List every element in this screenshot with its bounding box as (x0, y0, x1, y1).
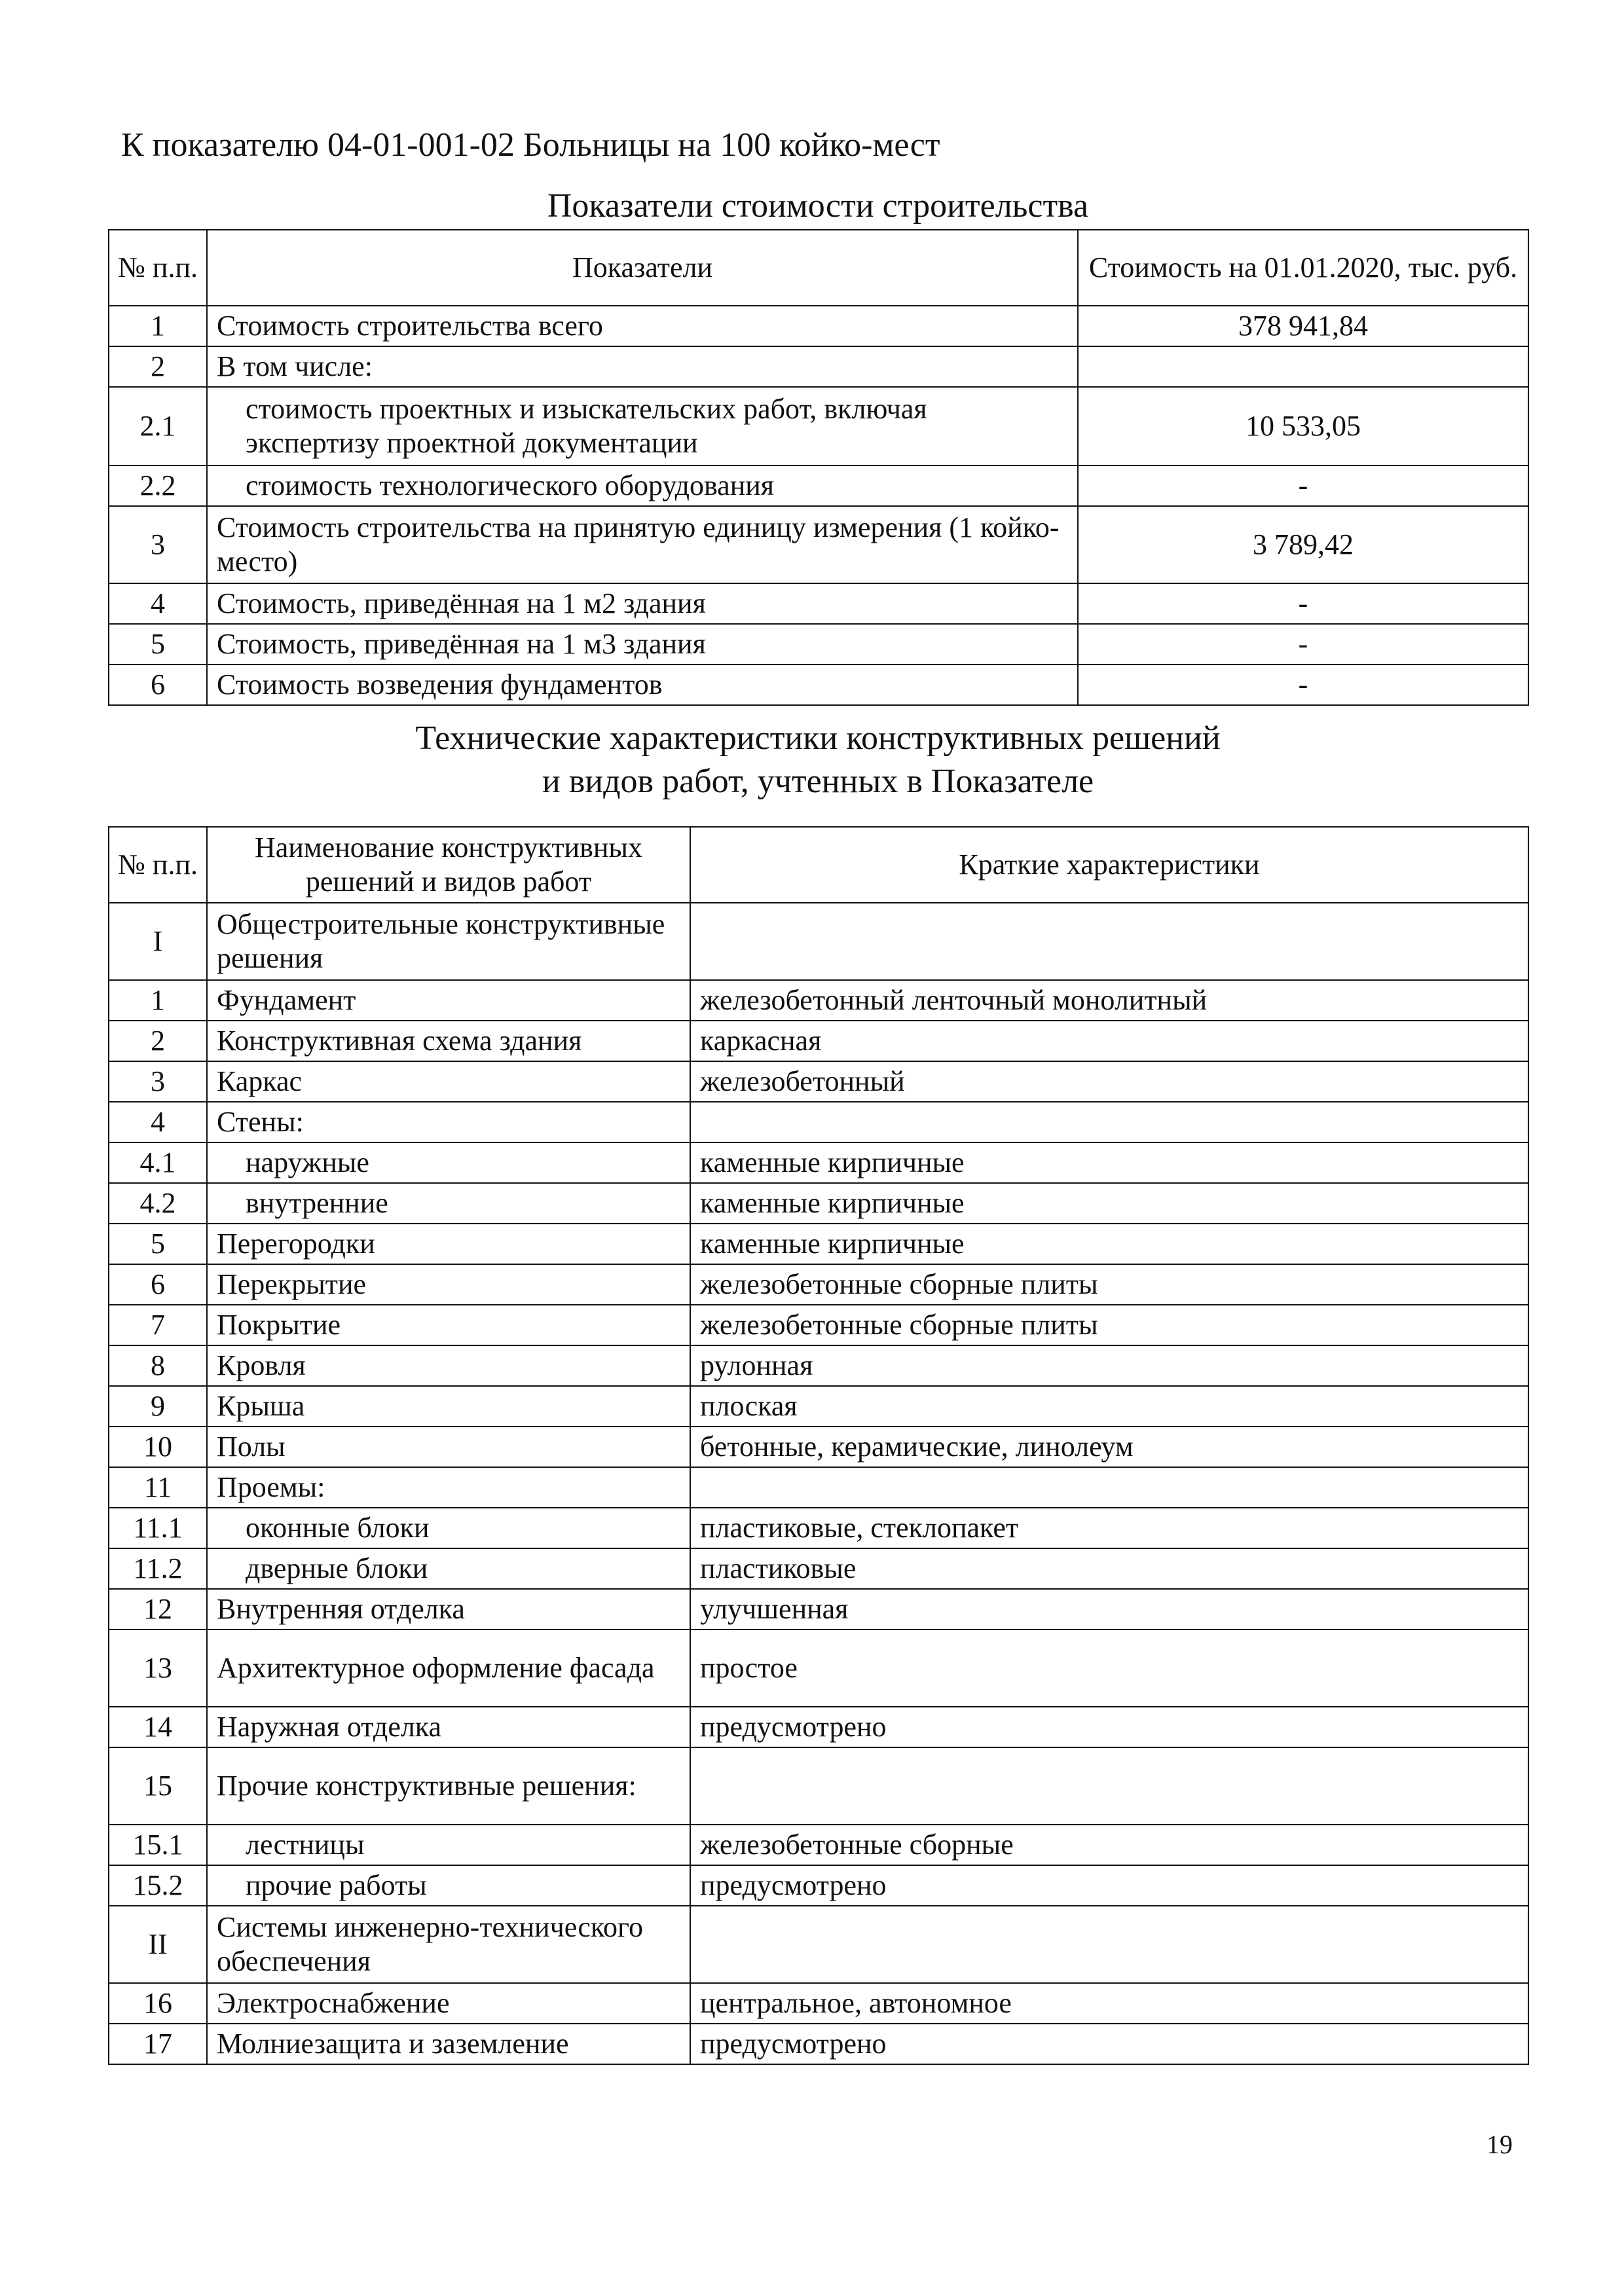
row-num: 14 (109, 1707, 207, 1747)
table-row (109, 1224, 1528, 1264)
row-num: 7 (109, 1305, 207, 1345)
row-num: 13 (109, 1630, 207, 1707)
row-name: Электроснабжение (207, 1983, 690, 2024)
row-name: Покрытие (207, 1305, 690, 1345)
row-num: 12 (109, 1589, 207, 1630)
row-value: 3 789,42 (1078, 506, 1528, 583)
row-num: 15.1 (109, 1825, 207, 1865)
row-name: Общестроительные конструктивные решения (207, 903, 690, 980)
row-desc: каркасная (690, 1021, 1528, 1061)
table-row (109, 1508, 1528, 1548)
row-name: Внутренняя отделка (207, 1589, 690, 1630)
row-num: 1 (109, 306, 207, 346)
row-value: - (1078, 624, 1528, 665)
row-num: 9 (109, 1386, 207, 1427)
row-value: - (1078, 583, 1528, 624)
table-row (109, 1630, 1528, 1707)
row-name: стоимость проектных и изыскательских работ, включая экспертизу проектной документации (207, 387, 1078, 465)
row-num: II (109, 1906, 207, 1983)
row-num: 15.2 (109, 1865, 207, 1906)
row-desc (690, 1747, 1528, 1825)
row-desc: железобетонные сборные плиты (690, 1305, 1528, 1345)
row-name: оконные блоки (207, 1508, 690, 1548)
row-num: 1 (109, 980, 207, 1021)
row-num: 10 (109, 1427, 207, 1467)
row-num: 3 (109, 1061, 207, 1102)
row-num: 6 (109, 1264, 207, 1305)
table-row (109, 1747, 1528, 1825)
table-row (109, 583, 1528, 624)
table-row (109, 1983, 1528, 2024)
row-desc: пластиковые (690, 1548, 1528, 1589)
table-row (109, 346, 1528, 387)
table-row (109, 1906, 1528, 1983)
table-row (109, 1102, 1528, 1142)
row-desc: каменные кирпичные (690, 1183, 1528, 1224)
row-desc: предусмотрено (690, 1707, 1528, 1747)
row-name: Проемы: (207, 1467, 690, 1508)
row-desc: простое (690, 1630, 1528, 1707)
header-characteristics: Краткие характеристики (690, 827, 1528, 903)
table-row (109, 903, 1528, 980)
table-row (109, 1061, 1528, 1102)
row-desc: железобетонный (690, 1061, 1528, 1102)
row-desc (690, 1906, 1528, 1983)
row-desc: бетонные, керамические, линолеум (690, 1427, 1528, 1467)
tech-caption-line-1: Технические характеристики конструктивных решений (415, 720, 1221, 757)
row-num: 5 (109, 1224, 207, 1264)
row-name: стоимость технологического оборудования (207, 465, 1078, 506)
row-desc: улучшенная (690, 1589, 1528, 1630)
row-name: внутренние (207, 1183, 690, 1224)
row-num: 6 (109, 665, 207, 705)
header-num: № п.п. (109, 230, 207, 306)
header-indicators: Показатели (207, 230, 1078, 306)
table-header-row (109, 230, 1528, 306)
page-number: 19 (1486, 2130, 1513, 2159)
header-cost: Стоимость на 01.01.2020, тыс. руб. (1078, 230, 1528, 306)
table-row (109, 1386, 1528, 1427)
tech-caption-line-2: и видов работ, учтенных в Показателе (542, 763, 1094, 800)
header-structure-name: Наименование конструктивных решений и видов работ (207, 827, 690, 903)
table-row (109, 1548, 1528, 1589)
row-desc (690, 1102, 1528, 1142)
table-row (109, 1021, 1528, 1061)
cost-table-caption: Показатели стоимости строительства (547, 187, 1089, 225)
row-name: лестницы (207, 1825, 690, 1865)
row-desc (690, 903, 1528, 980)
row-name: Перекрытие (207, 1264, 690, 1305)
table-row (109, 1345, 1528, 1386)
row-desc: железобетонные сборные (690, 1825, 1528, 1865)
row-desc (690, 1467, 1528, 1508)
row-name: Наружная отделка (207, 1707, 690, 1747)
table-row (109, 506, 1528, 583)
table-row (109, 1467, 1528, 1508)
row-num: 11.2 (109, 1548, 207, 1589)
row-num: 11.1 (109, 1508, 207, 1548)
table-row (109, 1183, 1528, 1224)
row-num: 17 (109, 2024, 207, 2064)
row-desc: рулонная (690, 1345, 1528, 1386)
row-value: 378 941,84 (1078, 306, 1528, 346)
table-row (109, 1427, 1528, 1467)
table-row (109, 1305, 1528, 1345)
row-desc: центральное, автономное (690, 1983, 1528, 2024)
row-name: Прочие конструктивные решения: (207, 1747, 690, 1825)
row-num: 11 (109, 1467, 207, 1508)
tech-table-caption (108, 717, 1528, 803)
row-desc: предусмотрено (690, 2024, 1528, 2064)
row-name: Стоимость строительства всего (207, 306, 1078, 346)
row-name: Конструктивная схема здания (207, 1021, 690, 1061)
page-heading: К показателю 04-01-001-02 Больницы на 100 койко-мест (121, 126, 940, 164)
row-name: Кровля (207, 1345, 690, 1386)
row-num: 3 (109, 506, 207, 583)
table-row (109, 387, 1528, 465)
row-num: 2 (109, 346, 207, 387)
cost-indicators-table (108, 229, 1529, 706)
row-value: 10 533,05 (1078, 387, 1528, 465)
header-num: № п.п. (109, 827, 207, 903)
row-num: 8 (109, 1345, 207, 1386)
row-name: Стоимость возведения фундаментов (207, 665, 1078, 705)
row-name: Стоимость, приведённая на 1 м3 здания (207, 624, 1078, 665)
table-row (109, 2024, 1528, 2064)
row-desc: каменные кирпичные (690, 1142, 1528, 1183)
table-row (109, 1264, 1528, 1305)
row-desc: плоская (690, 1386, 1528, 1427)
table-row (109, 624, 1528, 665)
row-desc: железобетонные сборные плиты (690, 1264, 1528, 1305)
row-num: 5 (109, 624, 207, 665)
row-num: 16 (109, 1983, 207, 2024)
row-num: 4 (109, 1102, 207, 1142)
table-row (109, 980, 1528, 1021)
row-desc: каменные кирпичные (690, 1224, 1528, 1264)
table-row (109, 465, 1528, 506)
table-row (109, 1865, 1528, 1906)
table-row (109, 1707, 1528, 1747)
row-name: наружные (207, 1142, 690, 1183)
row-num: 4.1 (109, 1142, 207, 1183)
row-name: Каркас (207, 1061, 690, 1102)
row-num: 2.2 (109, 465, 207, 506)
row-desc: железобетонный ленточный монолитный (690, 980, 1528, 1021)
row-name: Перегородки (207, 1224, 690, 1264)
row-name: Полы (207, 1427, 690, 1467)
row-name: Стоимость, приведённая на 1 м2 здания (207, 583, 1078, 624)
row-name: Молниезащита и заземление (207, 2024, 690, 2064)
row-name: Архитектурное оформление фасада (207, 1630, 690, 1707)
row-num: I (109, 903, 207, 980)
row-name: Фундамент (207, 980, 690, 1021)
table-row (109, 1589, 1528, 1630)
row-name: дверные блоки (207, 1548, 690, 1589)
table-row (109, 665, 1528, 705)
row-name: прочие работы (207, 1865, 690, 1906)
row-num: 2.1 (109, 387, 207, 465)
row-desc: пластиковые, стеклопакет (690, 1508, 1528, 1548)
row-name: Стоимость строительства на принятую единицу измерения (1 койко-место) (207, 506, 1078, 583)
row-name: В том числе: (207, 346, 1078, 387)
row-num: 2 (109, 1021, 207, 1061)
table-row (109, 1142, 1528, 1183)
technical-characteristics-table (108, 826, 1529, 2065)
row-name: Стены: (207, 1102, 690, 1142)
row-num: 4.2 (109, 1183, 207, 1224)
table-header-row (109, 827, 1528, 903)
table-row (109, 306, 1528, 346)
row-value: - (1078, 465, 1528, 506)
row-value: - (1078, 665, 1528, 705)
row-num: 15 (109, 1747, 207, 1825)
row-name: Крыша (207, 1386, 690, 1427)
table-row (109, 1825, 1528, 1865)
row-name: Системы инженерно-технического обеспечения (207, 1906, 690, 1983)
row-num: 4 (109, 583, 207, 624)
row-value (1078, 346, 1528, 387)
row-desc: предусмотрено (690, 1865, 1528, 1906)
